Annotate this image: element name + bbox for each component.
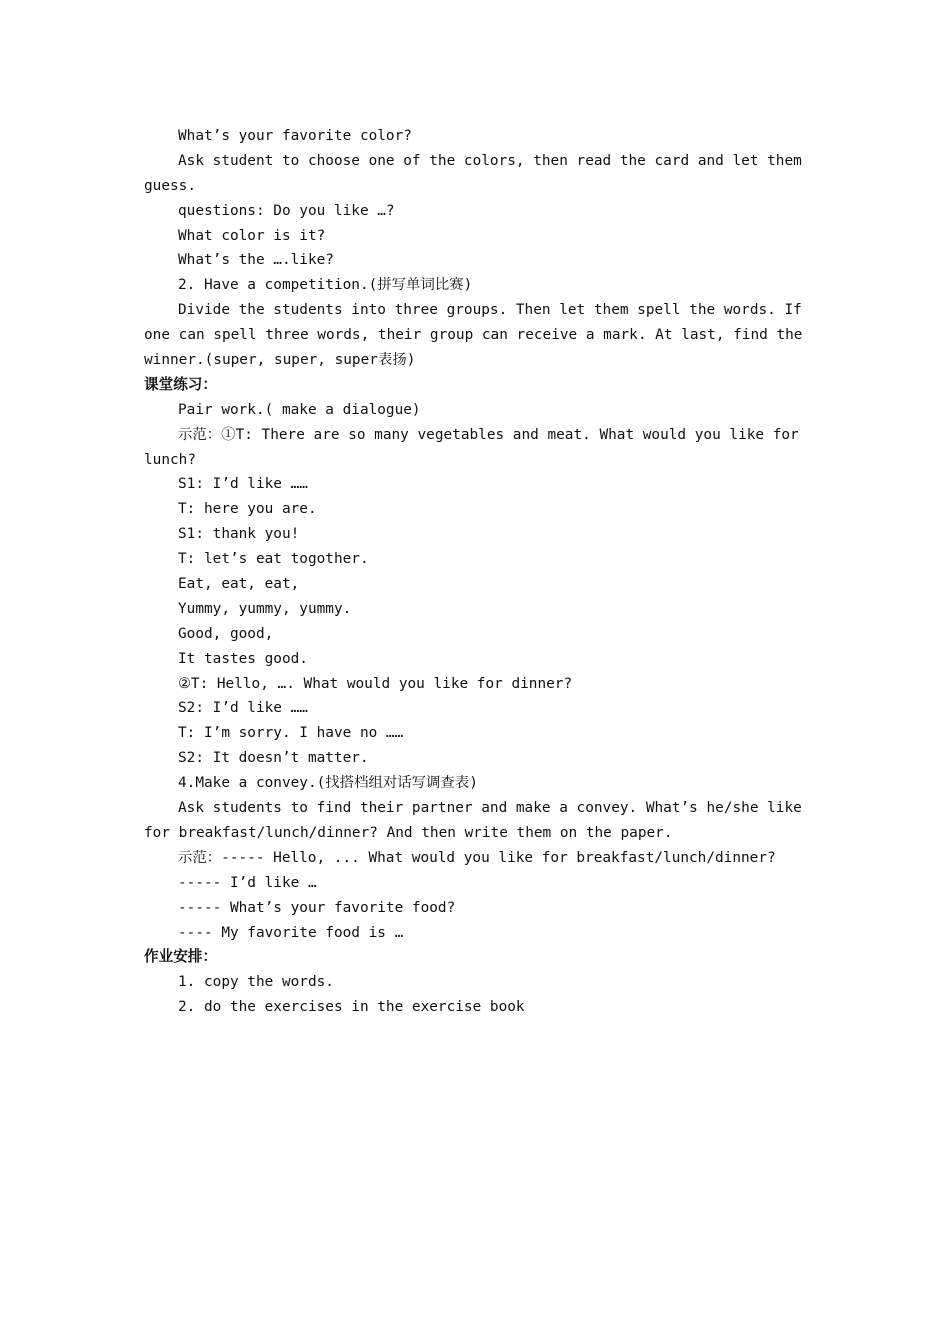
text-line: Ask students to find their partner and make a convey. What’s he/she like [178,800,802,817]
text-line: lunch? [144,451,196,468]
text-line: 2. Have a competition.(拼写单词比赛) [178,277,473,294]
section-heading: 作业安排： [144,948,217,966]
text-line: questions: Do you like …? [178,202,395,219]
text-line: 1. copy the words. [178,974,334,991]
text-line: one can spell three words, their group can receive a mark. At last, find the [144,327,803,344]
text-line: What’s the ….like? [178,252,334,269]
text-line: T: here you are. [178,501,317,518]
text-line: for breakfast/lunch/dinner? And then write them on the paper. [144,824,673,841]
text-line: T: let’s eat togother. [178,551,369,568]
text-line: Yummy, yummy, yummy. [178,600,352,617]
text-line: S2: It doesn’t matter. [178,750,369,767]
text-line: It tastes good. [178,650,308,667]
text-line: S1: thank you! [178,526,300,543]
text-line: Pair work.( make a dialogue) [178,401,421,418]
text-line: What color is it? [178,227,326,244]
text-line: ----- I’d like … [178,874,317,891]
text-line: What’s your favorite color? [178,128,412,144]
document-body [144,124,804,1020]
text-line: ②T: Hello, …. What would you like for dinner? [178,675,573,692]
text-line: 示范：----- Hello, ... What would you like for breakfast/lunch/dinner? [178,849,776,866]
text-line: ---- My favorite food is … [178,924,404,941]
text-line: T: I’m sorry. I have no …… [178,725,404,742]
text-line: ----- What’s your favorite food? [178,899,456,916]
text-line: 4.Make a convey.(找搭档组对话写调查表) [178,775,478,792]
text-line: S1: I’d like …… [178,476,308,493]
text-line: Good, good, [178,625,274,642]
text-line: Eat, eat, eat, [178,576,300,593]
text-line: winner.(super, super, super表扬) [144,352,416,369]
section-heading: 课堂练习： [144,375,217,393]
text-line: guess. [144,177,196,194]
text-line: 2. do the exercises in the exercise book [178,999,525,1016]
text-line: S2: I’d like …… [178,700,308,717]
text-line: Divide the students into three groups. Then let them spell the words. If [178,302,802,319]
text-line: Ask student to choose one of the colors, then read the card and let them [178,152,802,169]
text-line: 示范：①T: There are so many vegetables and meat. What would you like for [178,426,799,443]
